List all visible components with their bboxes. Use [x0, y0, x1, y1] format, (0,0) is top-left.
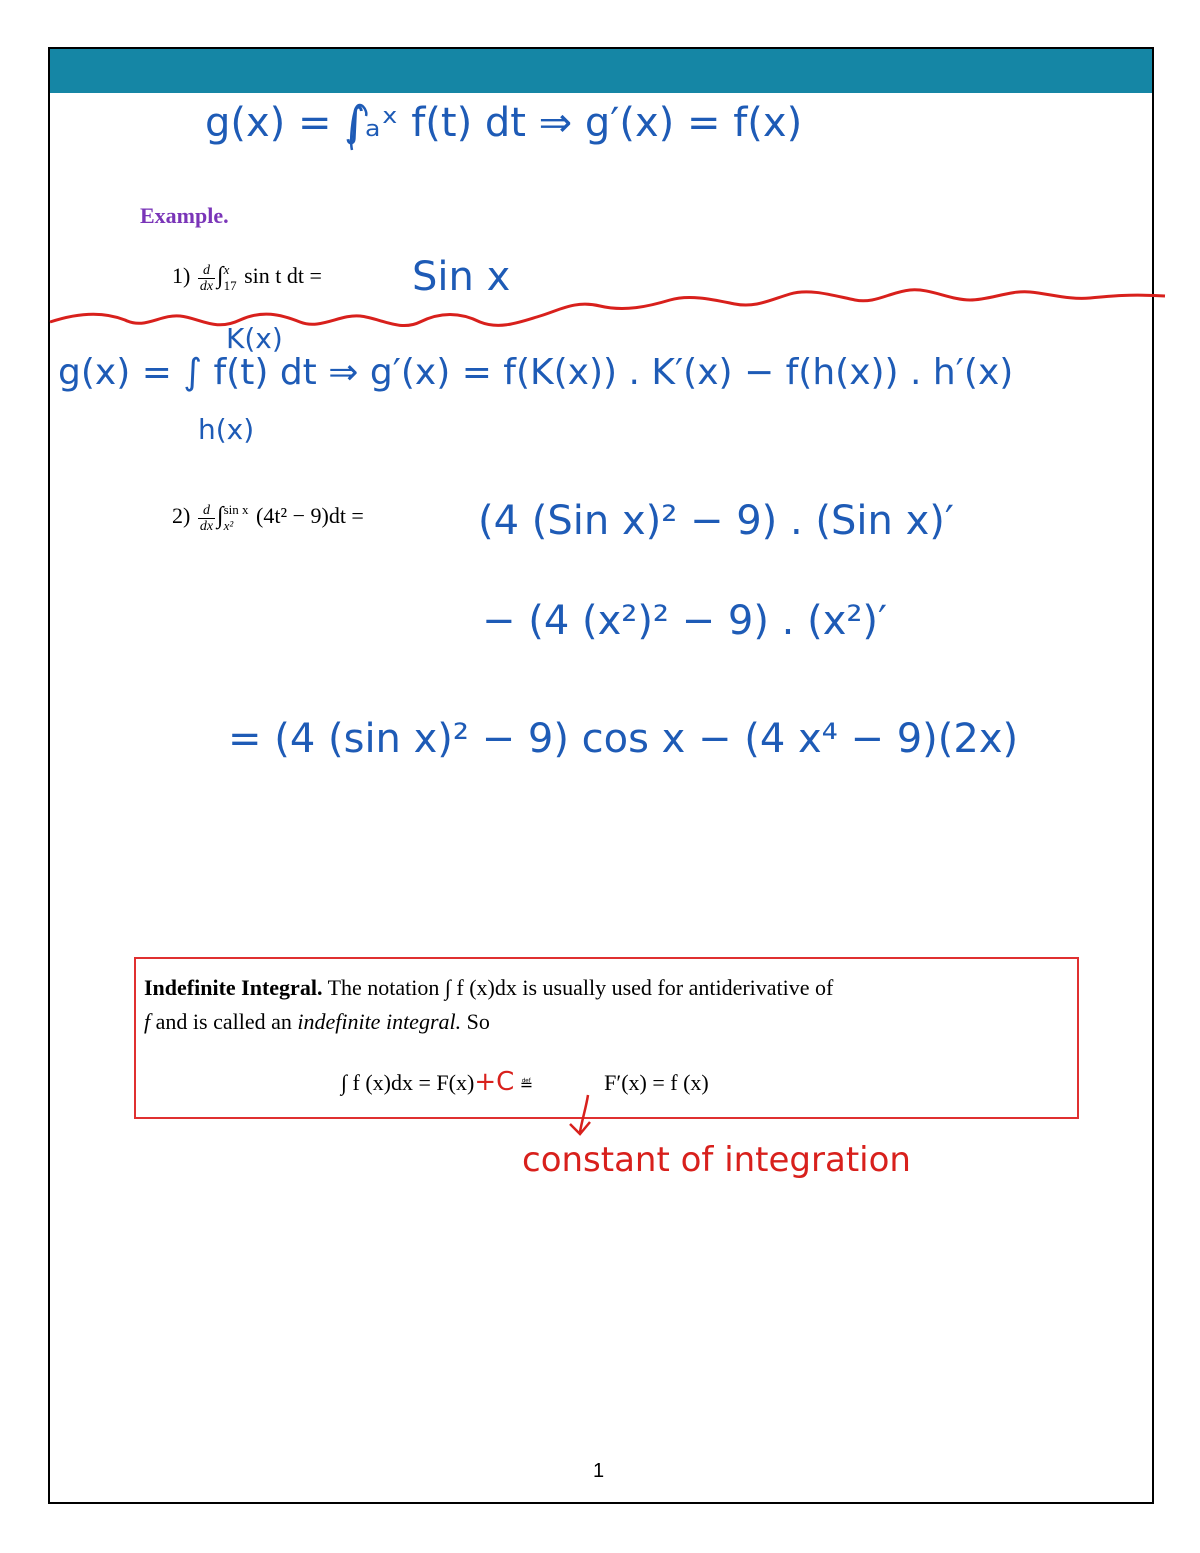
integral-sign: ∫ — [217, 263, 224, 290]
integral-limits: x 17 — [223, 262, 237, 293]
page-number: 1 — [593, 1460, 605, 1482]
derivative-operator: $\frac{d}{dx}$ — [199, 262, 214, 294]
wavy-divider — [50, 290, 1165, 326]
handwritten-leibniz-rule: g(x) = ∫ f(t) dt ⇒ g′(x) = f(K(x)) . K′(x) − f(h(x)) . h′(x) — [58, 352, 1014, 393]
example-2-step-1: (4 (Sin x)² − 9) . (Sin x)′ — [478, 498, 954, 544]
upper-limit-k: K(x) — [226, 322, 283, 355]
handwritten-ftc-formula: g(x) = ∫ₐˣ f(t) dt ⇒ g′(x) = f(x) — [205, 100, 803, 146]
example-1-number: 1) — [172, 263, 191, 289]
example-1-integrand: sin t dt = — [244, 263, 322, 289]
integral-limits: sin x x² — [223, 502, 249, 533]
definition-title: Indefinite Integral. — [144, 975, 323, 1000]
integral-stroke — [351, 105, 366, 150]
definition-equation: ∫ f (x)dx = F(x)+C ≝ F′(x) = f (x) — [341, 1067, 709, 1097]
plus-c-annotation: +C — [474, 1067, 515, 1097]
definition-line-2: f and is called an indefinite integral. So — [144, 1009, 490, 1034]
example-2-number: 2) — [172, 503, 191, 529]
integral-sign: ∫ — [217, 503, 224, 530]
example-2-result: = (4 (sin x)² − 9) cos x − (4 x⁴ − 9)(2x) — [228, 716, 1019, 762]
definition-line-1: Indefinite Integral. The notation ∫ f (x)dx is usually used for antiderivative of — [144, 975, 834, 1000]
example-1-answer: Sin x — [412, 254, 511, 300]
example-2-integrand: (4t² − 9)dt = — [256, 503, 364, 529]
constant-of-integration-note: constant of integration — [522, 1140, 911, 1180]
example-2-step-2: − (4 (x²)² − 9) . (x²)′ — [482, 598, 888, 644]
lower-limit-h: h(x) — [198, 413, 255, 446]
derivative-operator: $\frac{d}{dx}$ — [199, 502, 214, 534]
example-heading: Example. — [140, 203, 229, 228]
